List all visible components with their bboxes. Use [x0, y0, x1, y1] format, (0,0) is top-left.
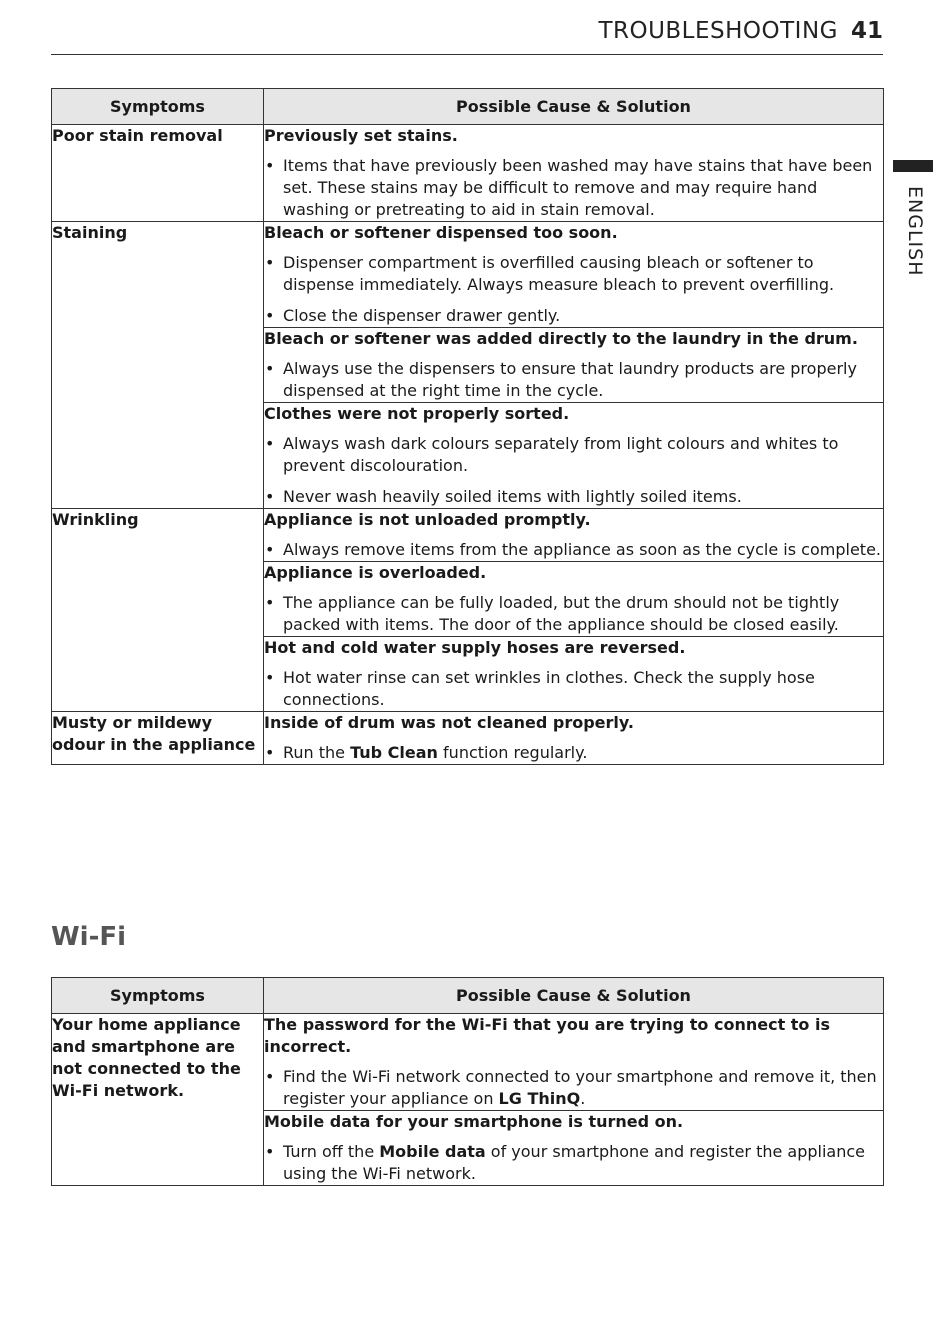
solution-text: Turn off the — [283, 1142, 380, 1161]
cause-title: The password for the Wi-Fi that you are trying to connect to is incorrect. — [264, 1015, 830, 1056]
cause-cell — [264, 328, 884, 403]
solution-item: • Always wash dark colours separately from light colours and whites to prevent discolouration. — [264, 433, 883, 477]
solution-item: • Close the dispenser drawer gently. — [264, 305, 883, 327]
table-header-row — [52, 89, 884, 125]
cause-cell — [264, 1014, 884, 1111]
cause-cell — [264, 403, 884, 509]
language-tab-label: ENGLISH — [904, 186, 926, 277]
cause-title: Mobile data for your smartphone is turned on. — [264, 1112, 684, 1131]
table-row — [52, 125, 884, 222]
wifi-troubleshooting-table — [51, 977, 884, 1186]
solution-list — [264, 1141, 883, 1185]
symptom-cell: Musty or mildewy odour in the appliance — [52, 712, 264, 765]
solution-item: • Dispenser compartment is overfilled causing bleach or softener to dispense immediately. Always measure bleach to prevent overfilling. — [264, 252, 883, 296]
cause-title: Inside of drum was not cleaned properly. — [264, 713, 634, 732]
page-number: 41 — [850, 18, 883, 44]
symptom-cell: Your home appliance and smartphone are not connected to the Wi-Fi network. — [52, 1014, 264, 1186]
cause-title: Appliance is not unloaded promptly. — [264, 510, 591, 529]
symptom-cell: Staining — [52, 222, 264, 509]
solution-item: • Never wash heavily soiled items with lightly soiled items. — [264, 486, 883, 508]
table-header-row — [52, 978, 884, 1014]
solution-item: • The appliance can be fully loaded, but the drum should not be tightly packed with items. The door of the appliance should be closed easily. — [264, 592, 883, 636]
cause-title: Clothes were not properly sorted. — [264, 404, 570, 423]
troubleshooting-table — [51, 88, 884, 765]
solution-header: Possible Cause & Solution — [264, 89, 884, 125]
cause-title: Bleach or softener was added directly to the laundry in the drum. — [264, 329, 858, 348]
table-body — [52, 125, 884, 765]
cause-title: Hot and cold water supply hoses are reversed. — [264, 638, 686, 657]
table-row — [52, 222, 884, 328]
solution-header: Possible Cause & Solution — [264, 978, 884, 1014]
cause-title: Bleach or softener dispensed too soon. — [264, 223, 618, 242]
table-row — [52, 712, 884, 765]
solution-text: function regularly. — [437, 743, 588, 762]
solution-list — [264, 667, 883, 711]
solution-text: Run the — [283, 743, 351, 762]
cause-cell — [264, 125, 884, 222]
solution-keyword: Mobile data — [379, 1142, 486, 1161]
solution-list — [264, 1066, 883, 1110]
symptom-cell: Poor stain removal — [52, 125, 264, 222]
cause-cell — [264, 509, 884, 562]
table-body — [52, 1014, 884, 1186]
solution-text: Find the Wi-Fi network connected to your smartphone and remove it, then register your appliance on — [283, 1067, 877, 1108]
symptoms-header: Symptoms — [52, 978, 264, 1014]
solution-item — [264, 742, 883, 764]
solution-keyword: LG ThinQ — [498, 1089, 581, 1108]
solution-list — [264, 155, 883, 221]
solution-item: • Always use the dispensers to ensure that laundry products are properly dispensed at the right time in the cycle. — [264, 358, 883, 402]
solution-item: • Items that have previously been washed may have stains that have been set. These stains may be difficult to remove and may require hand washing or pretreating to aid in stain removal. — [264, 155, 883, 221]
cause-cell — [264, 1111, 884, 1186]
cause-title: Appliance is overloaded. — [264, 563, 487, 582]
solution-list — [264, 742, 883, 764]
solution-list — [264, 252, 883, 327]
page-title: TROUBLESHOOTING — [598, 18, 838, 44]
cause-cell — [264, 222, 884, 328]
cause-title: Previously set stains. — [264, 126, 458, 145]
page-header — [51, 0, 883, 55]
cause-cell — [264, 562, 884, 637]
solution-list — [264, 539, 883, 561]
solution-keyword: Tub Clean — [350, 743, 438, 762]
solution-item — [264, 1066, 883, 1110]
solution-item: • Always remove items from the appliance as soon as the cycle is complete. — [264, 539, 883, 561]
solution-list — [264, 433, 883, 508]
symptoms-header: Symptoms — [52, 89, 264, 125]
table-row — [52, 509, 884, 562]
wifi-section-title: Wi-Fi — [51, 922, 127, 952]
table-row — [52, 1014, 884, 1111]
solution-item — [264, 1141, 883, 1185]
symptom-cell: Wrinkling — [52, 509, 264, 712]
solution-list — [264, 592, 883, 636]
solution-text: of your smartphone and register the appliance using the Wi-Fi network. — [283, 1142, 866, 1183]
cause-cell — [264, 637, 884, 712]
solution-text: . — [580, 1089, 586, 1108]
cause-cell — [264, 712, 884, 765]
language-tab-marker — [893, 160, 933, 172]
solution-item: • Hot water rinse can set wrinkles in clothes. Check the supply hose connections. — [264, 667, 883, 711]
solution-list — [264, 358, 883, 402]
